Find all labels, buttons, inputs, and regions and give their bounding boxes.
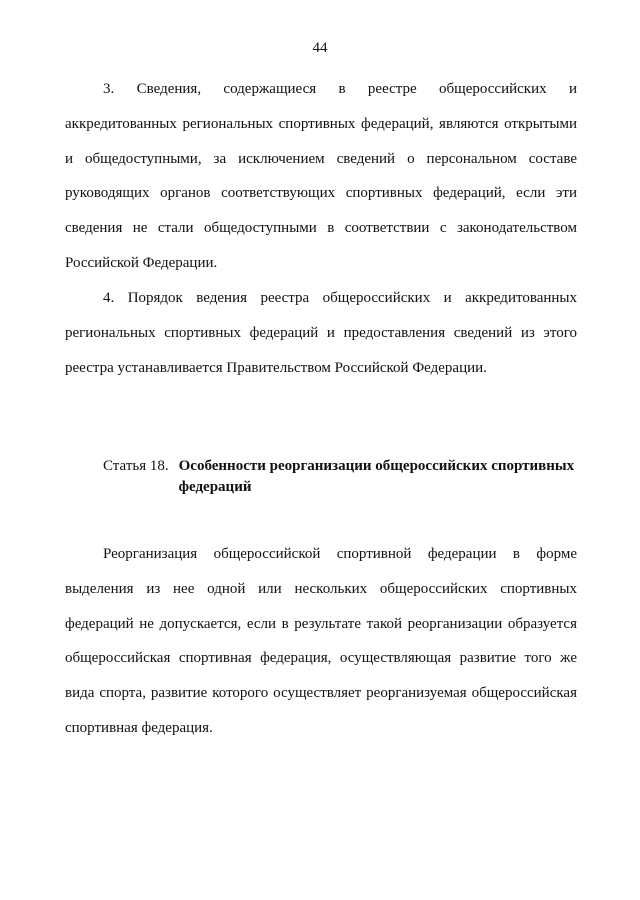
- page-number: 44: [312, 40, 328, 56]
- article-number: Статья 18.: [103, 458, 169, 474]
- paragraph-registry-procedure: 4. Порядок ведения реестра общероссийских и аккредитованных региональных спортивных федераций и предоставления сведений из этого реестра устанавливается Правительством Российской Федерации.: [65, 290, 577, 376]
- paragraph-registry-openness: 3. Сведения, содержащиеся в реестре общероссийских и аккредитованных региональных спортивных федераций, являются открытыми и общедоступными, за исключением сведений о персональном составе руководящих органов соответствующих спортивных федераций, если эти сведения не стали общедоступными в соответствии с законодательством Российской Федерации.: [65, 81, 577, 271]
- paragraph-reorganization: Реорганизация общероссийской спортивной федерации в форме выделения из нее одной или нескольких общероссийских спортивных федераций не допускается, если в результате такой реорганизации образуется общероссийская спортивная федерация, осуществляющая развитие того же вида спорта, развитие которого осуществляет реорганизуемая общероссийская спортивная федерация.: [65, 546, 577, 736]
- article-title: Особенности реорганизации общероссийских спортивных федераций: [178, 458, 575, 495]
- article-heading: [103, 456, 583, 498]
